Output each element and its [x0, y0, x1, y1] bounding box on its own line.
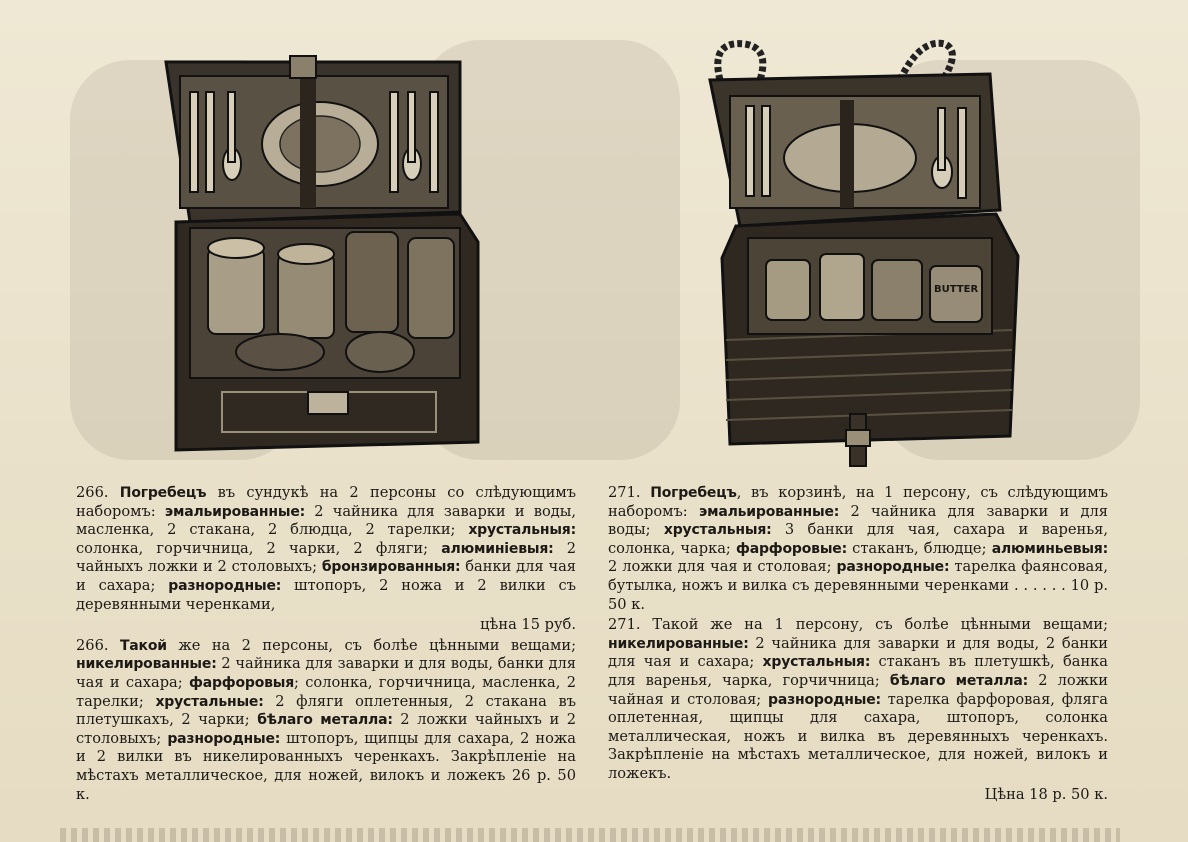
bold-term: Погребецъ	[119, 485, 207, 501]
butter-label: BUTTER	[934, 284, 979, 295]
bold-term: разнородные:	[167, 730, 281, 747]
bold-term: хрустальныя:	[663, 522, 772, 539]
text-run: 2 чайника для заварки и воды, масленка, 2 стакана, 2 блюдца, 2 тарелки;	[76, 502, 576, 539]
text-run: солонка, горчичница, 2 чарки, 2 фляги;	[76, 539, 442, 557]
item-271-description	[608, 484, 1108, 614]
item-271-deluxe-description	[608, 616, 1108, 783]
bold-term: разнородные:	[836, 559, 950, 576]
text-run: 2 ложки для чая и столовая;	[608, 558, 837, 576]
text-run: 2 ложки чайныхъ и 2 столовыхъ;	[76, 711, 577, 747]
picnic-basket-illustration	[700, 30, 1020, 470]
bold-term: хрустальныя:	[762, 654, 871, 671]
bold-term: алюминіевыя:	[441, 540, 554, 557]
bold-term: алюминьевыя:	[991, 540, 1108, 557]
picnic-trunk-illustration	[160, 52, 490, 452]
bold-term: разнородные:	[768, 691, 881, 708]
bleed-through-text	[60, 828, 1120, 842]
text-run: штопоръ, 2 ножа и 2 вилки съ деревянными черенками,	[76, 576, 576, 613]
text-run: тарелка фаянсовая, бутылка, ножъ и вилка съ деревянными черенками . . . . . . 10 р. 50 к.	[608, 558, 1108, 613]
bold-term: хрустальныя:	[468, 522, 576, 539]
text-run: штопоръ, щипцы для сахара, 2 ножа и 2 вилки въ никелированныхъ черенкахъ. Закрѣпленіе на мѣстахъ металлическое, для ножей, вилокъ и ложекъ 26 р. 50 к.	[76, 729, 576, 803]
text-run: тарелка фарфоровая, фляга оплетенная, щипцы для сахара, штопоръ, солонка металлическая, ножъ и вилка въ деревянныхъ черенкахъ. Закрѣпленіе на мѣстахъ металлическое, для ножей, вилокъ и ложекъ.	[608, 690, 1108, 782]
left-text-column	[76, 484, 576, 806]
text-run: 2 чайника для заварки и для воды;	[608, 502, 1108, 539]
bold-term: никелированные:	[76, 656, 217, 673]
text-run: 2 чайника для заварки и для воды, 2 банки для чая и сахара;	[608, 634, 1108, 671]
bold-term: бѣлаго металла:	[257, 712, 393, 729]
item-266-description	[76, 484, 576, 614]
text-run: 266.	[76, 484, 120, 501]
item-271-deluxe-price: Цѣна 18 р. 50 к.	[984, 785, 1108, 803]
text-run: стаканъ, блюдце;	[846, 539, 992, 557]
text-run: , въ корзинѣ, на 1 персону, съ слѣдующимъ наборомъ:	[608, 484, 1108, 520]
text-run: 2 ложки чайная и столовая;	[608, 671, 1108, 708]
text-run: 2 фляги оплетенныя, 2 стакана въ плетушкахъ, 2 чарки;	[76, 692, 577, 729]
bold-term: хрустальные:	[155, 693, 264, 710]
bold-term: бѣлаго металла:	[889, 672, 1029, 689]
item-266-price: цѣна 15 руб.	[480, 616, 576, 634]
bold-term: фарфоровые:	[736, 540, 847, 557]
text-run: 2 чайника для заварки и для воды, банки для чая и сахара;	[76, 655, 576, 691]
right-text-column	[608, 484, 1108, 806]
bold-term: эмальированные:	[164, 503, 306, 520]
text-run: стаканъ въ плетушкѣ, банка для варенья, чарка, горчичница;	[608, 653, 1108, 689]
text-run: 3 банки для чая, сахара и варенья, солонка, чарка;	[608, 521, 1108, 557]
item-266-deluxe-description	[76, 637, 576, 804]
bold-term: Такой	[119, 637, 167, 654]
bold-term: никелированные:	[608, 635, 749, 652]
text-run: ; солонка, горчичница, масленка, 2 тарелки;	[76, 673, 576, 710]
text-run: 271.	[608, 484, 651, 501]
text-run: въ сундукѣ на 2 персоны со слѣдующимъ наборомъ:	[76, 484, 576, 520]
text-run: 271. Такой же на 1 персону, съ болѣе цѣнными вещами;	[608, 616, 1108, 634]
text-run: 2 чайныхъ ложки и 2 столовыхъ;	[76, 539, 576, 576]
text-run: банки для чая и сахара;	[76, 558, 577, 594]
bold-term: фарфоровыя	[189, 674, 295, 691]
bold-term: Погребецъ	[650, 485, 737, 501]
bold-term: эмальированные:	[698, 503, 840, 520]
bold-term: бронзированныя:	[321, 559, 461, 576]
text-run: 266.	[76, 636, 120, 654]
text-run: же на 2 персоны, съ болѣе цѣнными вещами;	[166, 636, 576, 654]
bold-term: разнородные:	[168, 577, 282, 594]
